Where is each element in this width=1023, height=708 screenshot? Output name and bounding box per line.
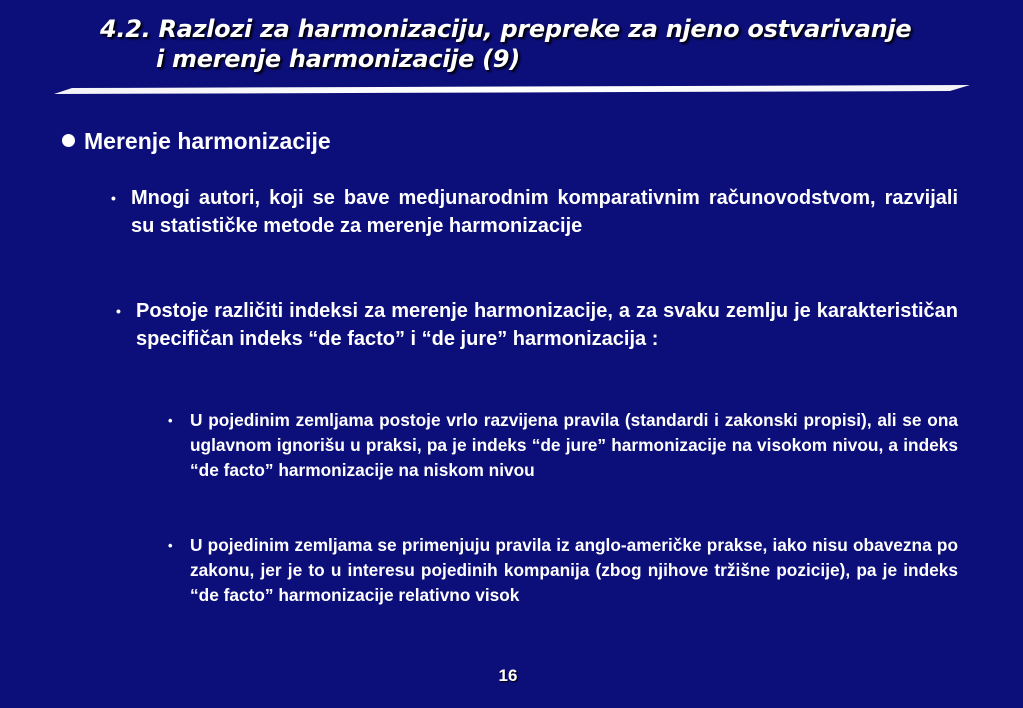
title-divider <box>54 85 970 95</box>
slide-title <box>100 14 980 74</box>
heading-bullet-icon <box>62 134 75 147</box>
bullet-icon: • <box>111 190 116 206</box>
bullet-item <box>116 297 958 353</box>
sub-bullet-item <box>168 533 958 608</box>
sub-bullet-item <box>168 408 958 483</box>
bullet-text: Mnogi autori, koji se bave medjunarodnim komparativnim računovodstvom, razvijali su statističke metode za merenje harmonizacije <box>131 187 958 237</box>
sub-bullet-icon: • <box>168 538 173 553</box>
slide-title-line-2: i merenje harmonizacije (9) <box>156 45 520 73</box>
section-heading-text: Merenje harmonizacije <box>84 128 331 154</box>
bullet-icon: • <box>116 303 121 319</box>
page-number: 16 <box>498 666 518 685</box>
sub-bullet-text: U pojedinim zemljama se primenjuju pravila iz anglo-američke prakse, iako nisu obavezna po zakonu, jer je to u interesu pojedinih kompanija (zbog njihove tržišne pozicije), pa je indeks “de facto” harmonizacije relativno visok <box>190 535 958 605</box>
sub-bullet-icon: • <box>168 413 173 428</box>
bullet-text: Postoje različiti indeksi za merenje harmonizacije, a za svaku zemlju je karakterističan specifičan indeks “de facto” i “de jure” harmonizacija : <box>136 300 958 350</box>
bullet-item <box>111 184 958 240</box>
sub-bullet-text: U pojedinim zemljama postoje vrlo razvijena pravila (standardi i zakonski propisi), ali se ona uglavnom ignorišu u praksi, pa je indeks “de jure” harmonizacije na visokom nivou, a indeks “de facto” harmonizacije na niskom nivou <box>190 410 958 480</box>
section-heading <box>62 126 331 156</box>
slide-title-line-1: 4.2. Razlozi za harmonizaciju, prepreke za njeno ostvarivanje <box>100 15 912 43</box>
